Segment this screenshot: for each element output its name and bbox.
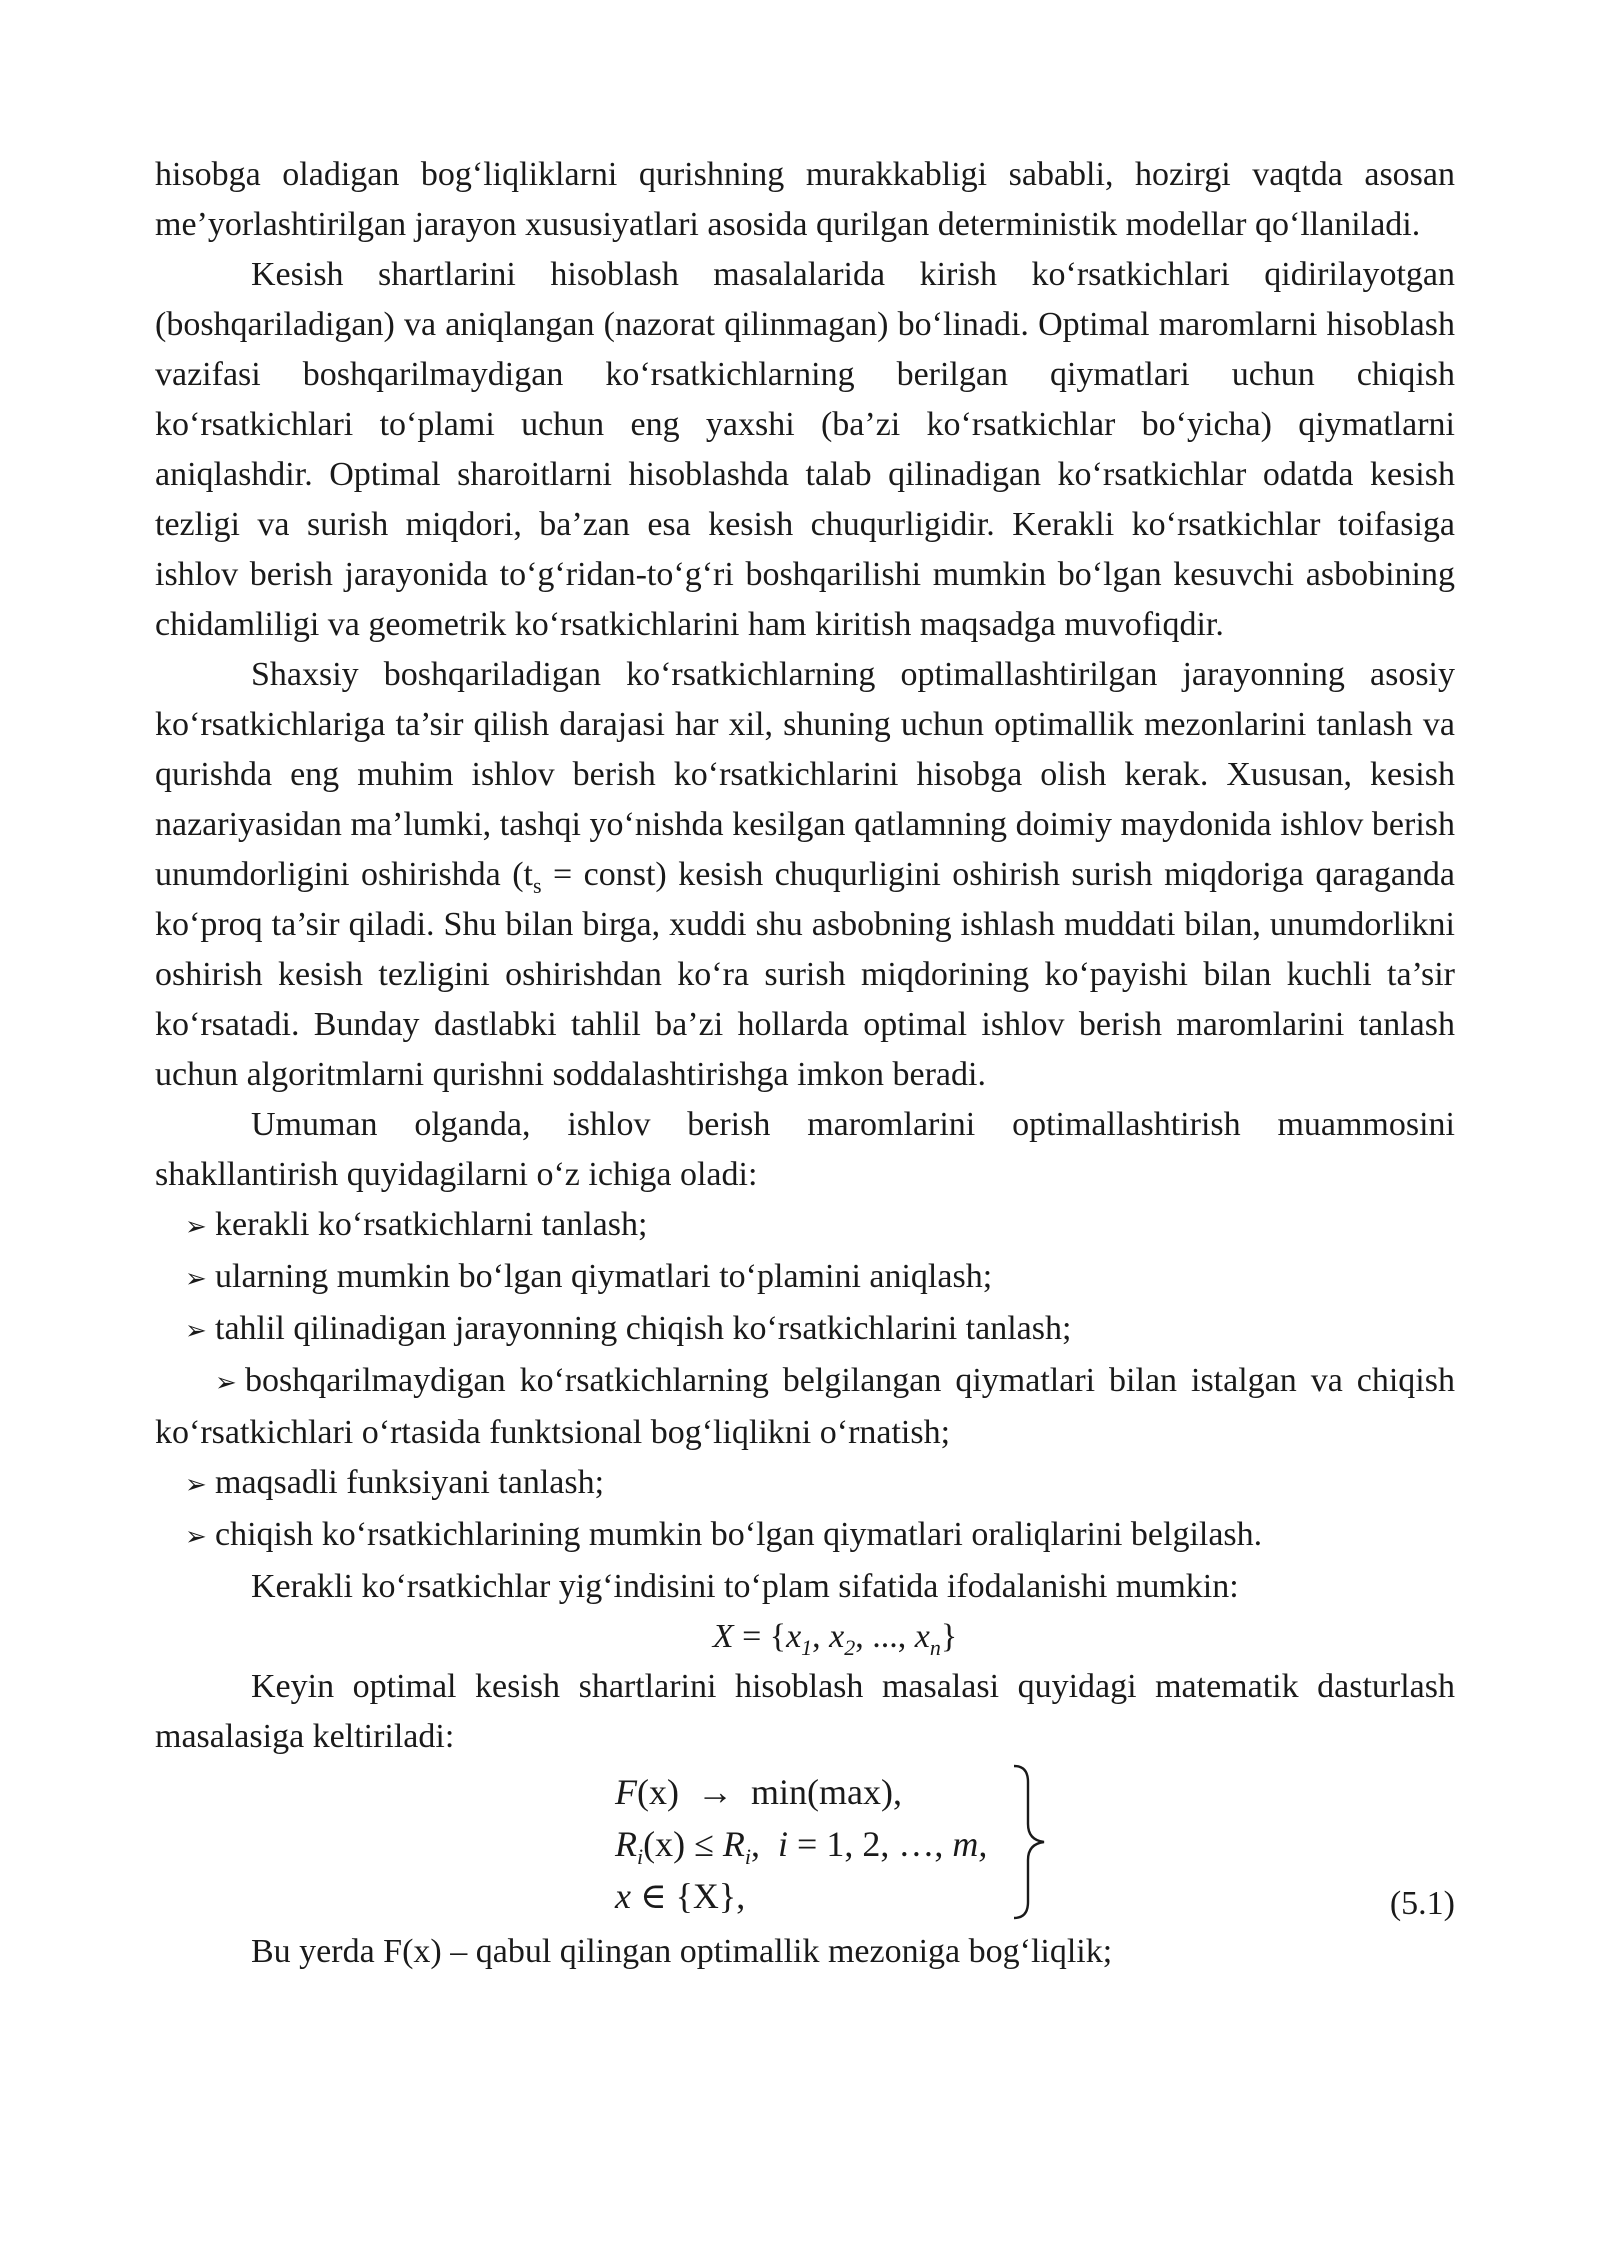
arrow-bullet-icon: ➢: [215, 1368, 237, 1398]
arrow-bullet-icon: ➢: [185, 1264, 207, 1294]
list-item: ➢ ularning mumkin bo‘lgan qiymatlari to‘plamini aniqlash;: [155, 1252, 1455, 1304]
equation-number: (5.1): [1389, 1885, 1455, 1922]
equation-line-objective: F(x) → min(max),: [615, 1772, 902, 1812]
paragraph-1: hisobga oladigan bog‘liqliklarni qurishning murakkabligi sababli, hozirgi vaqtda asosan me’yorlashtirilgan jarayon xususiyatlari asosida qurilgan deterministik modellar qo‘llaniladi.: [155, 156, 1455, 243]
page-content: [155, 150, 1455, 1977]
paragraph-3: [155, 650, 1455, 1100]
subscript-s: s: [533, 872, 542, 898]
bullet-list: [155, 1200, 1455, 1562]
paragraph-3-text-b: = const) kesish chuqurligini oshirish surish miqdoriga qaraganda ko‘proq ta’sir qiladi. Shu bilan birga, xuddi shu asbobning ishlash muddati bilan, unumdorlikni oshirish kesish tezligini oshirishdan ko‘ra surish miqdorining ko‘payishi bilan kuchli ta’sir ko‘rsatadi. Bunday dastlabki tahlil ba’zi hollarda optimal ishlov berish maromlarini tanlash uchun algoritmlarni qurishni soddalashtirishga imkon beradi.: [155, 856, 1455, 1093]
arrow-bullet-icon: ➢: [185, 1212, 207, 1242]
list-item: ➢ chiqish ko‘rsatkichlarining mumkin bo‘lgan qiymatlari oraliqlarini belgilash.: [155, 1510, 1455, 1562]
equation-lines: [615, 1766, 987, 1922]
equation-line-constraint: $R_i(x) \le R_i$, i = 1, 2, …, m,: [615, 1824, 988, 1870]
equation-system: [155, 1762, 1455, 1927]
list-item: ➢ kerakli ko‘rsatkichlarni tanlash;: [155, 1200, 1455, 1252]
paragraph-6: Keyin optimal kesish shartlarini hisoblash masalasi quyidagi matematik dasturlash masalasiga keltiriladi:: [155, 1668, 1455, 1755]
right-brace-icon: [1010, 1762, 1050, 1922]
paragraph-2: Kesish shartlarini hisoblash masalalarida kirish ko‘rsatkichlari qidirilayotgan (boshqariladigan) va aniqlangan (nazorat qilinmagan) bo‘linadi. Optimal maromlarni hisoblash vazifasi boshqarilmaydigan ko‘rsatkichlarning berilgan qiymatlari uchun chiqish ko‘rsatkichlari to‘plami uchun eng yaxshi (ba’zi ko‘rsatkichlar bo‘yicha) qiymatlarni aniqlashdir. Optimal sharoitlarni hisoblashda talab qilinadigan ko‘rsatkichlar odatda kesish tezligi va surish miqdori, ba’zan esa kesish chuqurligidir. Kerakli ko‘rsatkichlar toifasiga ishlov berish jarayonida to‘g‘ridan-to‘g‘ri boshqarilishi mumkin bo‘lgan kesuvchi asbobining chidamliligi va geometrik ko‘rsatkichlarini ham kiritish maqsadga muvofiqdir.: [155, 256, 1455, 643]
arrow-bullet-icon: ➢: [185, 1522, 207, 1552]
paragraph-3-text-a: Shaxsiy boshqariladigan ko‘rsatkichlarning optimallashtirilgan jarayonning asosiy ko‘rsatkichlariga ta’sir qilish darajasi har xil, shuning uchun optimallik mezonlarini tanlash va qurishda eng muhim ishlov berish ko‘rsatkichlarini hisobga olish kerak. Xususan, kesish nazariyasidan ma’lumki, tashqi yo‘nishda kesilgan qatlamning doimiy maydonida ishlov berish unumdorligini oshirishda (t: [155, 656, 1455, 893]
list-item: ➢ tahlil qilinadigan jarayonning chiqish ko‘rsatkichlarini tanlash;: [155, 1304, 1455, 1356]
arrow-bullet-icon: ➢: [185, 1470, 207, 1500]
paragraph-4: Umuman olganda, ishlov berish maromlarini optimallashtirish muammosini shakllantirish quyidagilarni o‘z ichiga oladi:: [155, 1106, 1455, 1193]
set-formula: $X = \{x_1$, $x_2$, ..., $x_n$}: [712, 1618, 958, 1660]
equation-line-domain: x ∈ {X},: [615, 1876, 746, 1916]
paragraph-7: Bu yerda F(x) – qabul qilingan optimallik mezoniga bog‘liqlik;: [251, 1933, 1113, 1970]
arrow-bullet-icon: ➢: [185, 1316, 207, 1346]
list-item: ➢ maqsadli funksiyani tanlash;: [155, 1458, 1455, 1510]
paragraph-5: Kerakli ko‘rsatkichlar yig‘indisini to‘plam sifatida ifodalanishi mumkin:: [251, 1568, 1239, 1605]
list-item: ➢ boshqarilmaydigan ko‘rsatkichlarning belgilangan qiymatlari bilan istalgan va chiqish ko‘rsatkichlari o‘rtasida funktsional bog‘liqlikni o‘rnatish;: [155, 1356, 1455, 1458]
